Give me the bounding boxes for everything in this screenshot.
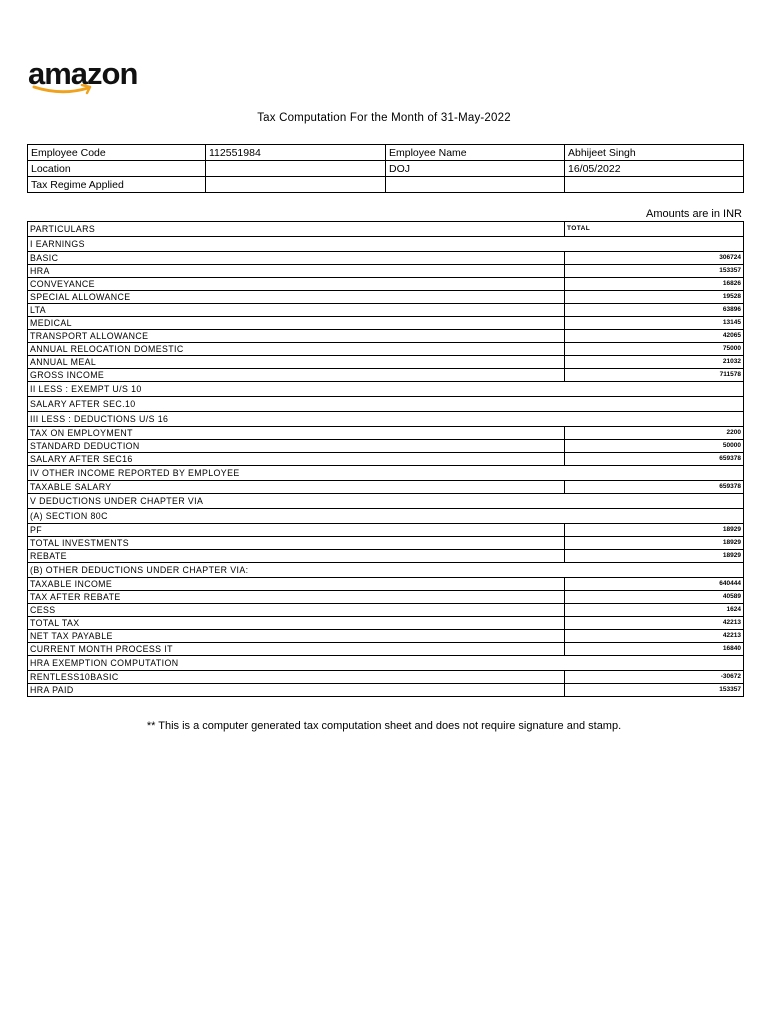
tax-computation-table [27, 221, 744, 697]
row-value: 63896 [565, 304, 744, 317]
row-value: 19528 [565, 291, 744, 304]
table-row [28, 578, 744, 591]
section-row [28, 397, 744, 412]
row-label: SPECIAL ALLOWANCE [28, 291, 565, 304]
row-value: 16840 [565, 643, 744, 656]
row-label: CONVEYANCE [28, 278, 565, 291]
doj-label: DOJ [386, 161, 565, 177]
section-row [28, 509, 744, 524]
section-label: HRA EXEMPTION COMPUTATION [28, 656, 744, 671]
row-label: TOTAL TAX [28, 617, 565, 630]
row-value: 42065 [565, 330, 744, 343]
section-label: III LESS : DEDUCTIONS U/S 16 [28, 412, 744, 427]
section-label: (A) SECTION 80C [28, 509, 744, 524]
table-row [28, 304, 744, 317]
row-label: ANNUAL RELOCATION DOMESTIC [28, 343, 565, 356]
row-value: 13145 [565, 317, 744, 330]
row-value: 40589 [565, 591, 744, 604]
row-value: -30672 [565, 671, 744, 684]
row-value: 659378 [565, 453, 744, 466]
row-value: 153357 [565, 265, 744, 278]
amazon-logo [28, 56, 138, 108]
table-row [28, 265, 744, 278]
row-label: NET TAX PAYABLE [28, 630, 565, 643]
row-value: 16826 [565, 278, 744, 291]
table-row [28, 356, 744, 369]
employee-code-label: Employee Code [28, 145, 206, 161]
row-value: 659378 [565, 481, 744, 494]
total-header: TOTAL [565, 222, 744, 237]
tax-regime-label: Tax Regime Applied [28, 177, 206, 193]
location-value [206, 161, 386, 177]
table-row [28, 369, 744, 382]
row-label: TOTAL INVESTMENTS [28, 537, 565, 550]
row-value: 153357 [565, 684, 744, 697]
row-value: 42213 [565, 617, 744, 630]
empty-cell [565, 177, 744, 193]
page-title: Tax Computation For the Month of 31-May-2022 [257, 112, 511, 124]
table-row [28, 278, 744, 291]
table-row [28, 317, 744, 330]
row-label: TRANSPORT ALLOWANCE [28, 330, 565, 343]
row-value: 75000 [565, 343, 744, 356]
section-row [28, 412, 744, 427]
employee-code-value: 112551984 [206, 145, 386, 161]
table-row [28, 604, 744, 617]
empty-cell [386, 177, 565, 193]
section-row [28, 563, 744, 578]
row-label: CESS [28, 604, 565, 617]
row-label: BASIC [28, 252, 565, 265]
row-value: 42213 [565, 630, 744, 643]
table-row [28, 440, 744, 453]
table-row [28, 684, 744, 697]
row-label: TAX AFTER REBATE [28, 591, 565, 604]
section-label: SALARY AFTER SEC.10 [28, 397, 744, 412]
location-label: Location [28, 161, 206, 177]
row-value: 18929 [565, 537, 744, 550]
row-value: 711578 [565, 369, 744, 382]
section-label: V DEDUCTIONS UNDER CHAPTER VIA [28, 494, 744, 509]
table-row [28, 481, 744, 494]
table-row [28, 643, 744, 656]
logo-smile-icon [32, 84, 96, 96]
section-row [28, 466, 744, 481]
row-value: 640444 [565, 578, 744, 591]
row-label: TAX ON EMPLOYMENT [28, 427, 565, 440]
row-label: GROSS INCOME [28, 369, 565, 382]
section-label: (B) OTHER DEDUCTIONS UNDER CHAPTER VIA: [28, 563, 744, 578]
table-row [28, 427, 744, 440]
particulars-header: PARTICULARS [28, 222, 565, 237]
table-row [28, 550, 744, 563]
row-value: 18929 [565, 524, 744, 537]
row-label: TAXABLE INCOME [28, 578, 565, 591]
row-label: REBATE [28, 550, 565, 563]
row-value: 306724 [565, 252, 744, 265]
table-row [28, 330, 744, 343]
table-row [28, 617, 744, 630]
row-value: 18929 [565, 550, 744, 563]
footer-note: ** This is a computer generated tax computation sheet and does not require signature and stamp. [146, 720, 622, 732]
row-value: 2200 [565, 427, 744, 440]
section-row [28, 494, 744, 509]
row-label: RENTLESS10BASIC [28, 671, 565, 684]
table-row [28, 630, 744, 643]
section-label: I EARNINGS [28, 237, 744, 252]
row-value: 50000 [565, 440, 744, 453]
row-label: ANNUAL MEAL [28, 356, 565, 369]
table-row [28, 671, 744, 684]
table-row [28, 524, 744, 537]
tax-regime-value [206, 177, 386, 193]
table-row [28, 291, 744, 304]
table-row [28, 591, 744, 604]
section-row [28, 382, 744, 397]
row-label: TAXABLE SALARY [28, 481, 565, 494]
amounts-note: Amounts are in INR [646, 208, 742, 220]
doj-value: 16/05/2022 [565, 161, 744, 177]
employee-name-label: Employee Name [386, 145, 565, 161]
row-value: 21032 [565, 356, 744, 369]
row-label: PF [28, 524, 565, 537]
table-row [28, 343, 744, 356]
employee-info-table [27, 144, 744, 193]
row-value: 1624 [565, 604, 744, 617]
row-label: CURRENT MONTH PROCESS IT [28, 643, 565, 656]
row-label: LTA [28, 304, 565, 317]
section-label: II LESS : EXEMPT U/S 10 [28, 382, 744, 397]
table-row [28, 252, 744, 265]
row-label: HRA PAID [28, 684, 565, 697]
row-label: MEDICAL [28, 317, 565, 330]
row-label: SALARY AFTER SEC16 [28, 453, 565, 466]
table-header-row [28, 222, 744, 237]
row-label: STANDARD DEDUCTION [28, 440, 565, 453]
table-row [28, 537, 744, 550]
employee-name-value: Abhijeet Singh [565, 145, 744, 161]
section-row [28, 656, 744, 671]
section-label: IV OTHER INCOME REPORTED BY EMPLOYEE [28, 466, 744, 481]
table-row [28, 453, 744, 466]
section-row [28, 237, 744, 252]
row-label: HRA [28, 265, 565, 278]
logo-text: amazon [28, 56, 138, 91]
